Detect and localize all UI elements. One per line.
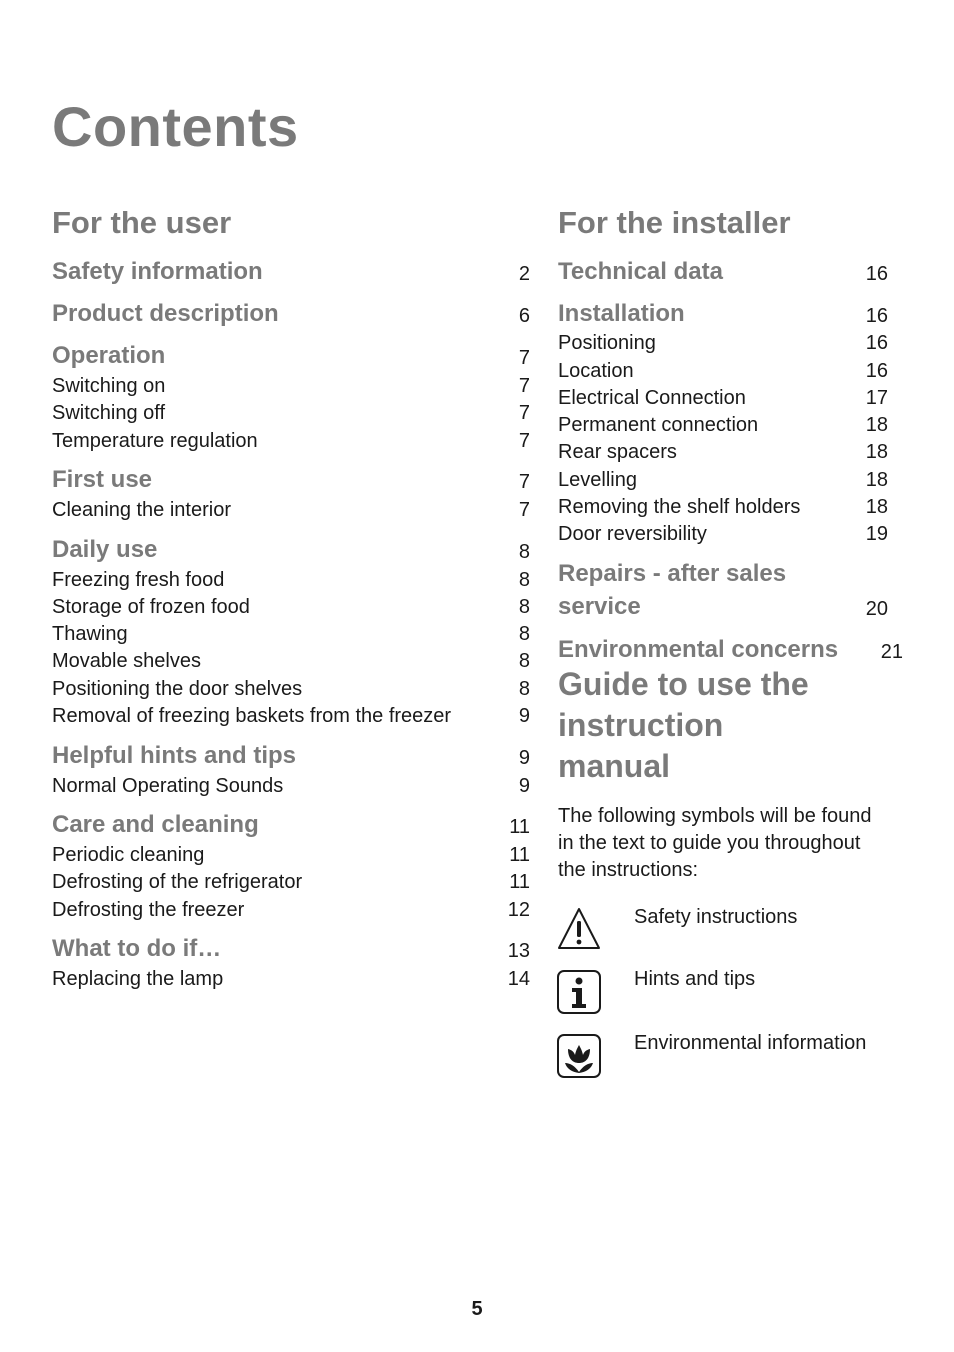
toc-page-number: 18 <box>865 496 888 518</box>
toc-entry-label: Removal of freezing baskets from the freezer <box>52 705 452 727</box>
toc-section-care-and-cleaning <box>52 809 530 839</box>
toc-entry-label: Storage of frozen food <box>52 596 250 618</box>
toc-entry-label: First use <box>52 466 153 493</box>
page-number: 5 <box>471 1298 483 1320</box>
toc-page-number: 7 <box>518 402 530 424</box>
guide-intro <box>558 803 893 884</box>
toc-page-number: 7 <box>518 347 530 369</box>
toc-page-number: 16 <box>865 360 888 382</box>
guide-title <box>558 664 898 787</box>
installer-column-heading: For the installer <box>558 205 791 240</box>
toc-page-number: 18 <box>865 469 888 491</box>
toc-item-levelling <box>558 462 888 492</box>
toc-page-number: 8 <box>518 678 530 700</box>
toc-page-number: 8 <box>518 650 530 672</box>
toc-entry-label: Installation <box>558 300 685 327</box>
toc-item-defrosting-of-the-refrigerator <box>52 864 530 894</box>
toc-entry-label: Helpful hints and tips <box>52 742 296 769</box>
toc-page-number: 16 <box>865 263 888 285</box>
toc-entry-label: Defrosting of the refrigerator <box>52 871 303 893</box>
toc-item-electrical-connection <box>558 380 888 410</box>
toc-entry-label: Normal Operating Sounds <box>52 775 284 797</box>
toc-entry-label: Positioning the door shelves <box>52 678 303 700</box>
toc-entry-label: Care and cleaning <box>52 811 259 838</box>
toc-section-daily-use <box>52 534 530 564</box>
toc-entry-label: Switching on <box>52 375 166 397</box>
toc-page-number: 20 <box>865 598 888 620</box>
toc-entry-label: Environmental concerns <box>558 636 839 663</box>
user-column-heading: For the user <box>52 205 232 240</box>
toc-entry-label: Electrical Connection <box>558 387 746 409</box>
toc-page-number: 8 <box>518 569 530 591</box>
toc-entry-label: Positioning <box>558 332 656 354</box>
environment-flower-icon <box>556 1033 602 1079</box>
toc-page-number: 2 <box>518 263 530 285</box>
toc-page-number: 16 <box>865 332 888 354</box>
toc-page-number: 12 <box>507 899 530 921</box>
toc-entry-label: Rear spacers <box>558 441 677 463</box>
toc-page-number: 8 <box>518 623 530 645</box>
toc-entry-label: Freezing fresh food <box>52 569 225 591</box>
toc-entry-label: Levelling <box>558 469 637 491</box>
page-title: Contents <box>52 95 299 158</box>
guide-intro-line: the instructions: <box>558 859 699 881</box>
guide-title-line: Guide to use the <box>558 666 809 702</box>
toc-page-number: 16 <box>865 305 888 327</box>
toc-section-installation <box>558 298 888 328</box>
toc-page-number: 11 <box>509 816 530 838</box>
toc-section-helpful-hints-and-tips <box>52 740 530 770</box>
toc-entry-label: Operation <box>52 342 166 369</box>
toc-item-movable-shelves <box>52 643 530 673</box>
toc-section-product-description <box>52 298 530 328</box>
toc-entry-label: Thawing <box>52 623 128 645</box>
toc-section-repairs-after-sales <box>558 558 888 588</box>
toc-entry-label: Cleaning the interior <box>52 499 231 521</box>
toc-entry-label: Daily use <box>52 536 158 563</box>
toc-page-number: 7 <box>518 430 530 452</box>
toc-entry-label: Product description <box>52 300 279 327</box>
toc-entry-label: Replacing the lamp <box>52 968 224 990</box>
environmental-information-label: Environmental information <box>634 1032 867 1054</box>
toc-item-permanent-connection <box>558 407 888 437</box>
guide-intro-line: in the text to guide you throughout <box>558 832 861 854</box>
toc-section-technical-data <box>558 256 888 286</box>
toc-item-cleaning-the-interior <box>52 492 530 522</box>
toc-entry-label: Location <box>558 360 634 382</box>
toc-page-number: 7 <box>518 471 530 493</box>
toc-entry-label: Repairs - after sales <box>558 560 787 587</box>
toc-section-environmental-concerns <box>558 634 903 664</box>
guide-title-line: instruction <box>558 707 724 743</box>
toc-page-number: 11 <box>509 871 530 893</box>
toc-item-removing-the-shelf-holders <box>558 489 888 519</box>
toc-item-rear-spacers <box>558 434 888 464</box>
toc-page-number: 9 <box>518 775 530 797</box>
toc-entry-label: Permanent connection <box>558 414 759 436</box>
safety-instructions-label: Safety instructions <box>634 906 798 928</box>
toc-item-switching-off <box>52 395 530 425</box>
toc-entry-label: Safety information <box>52 258 263 285</box>
toc-entry-label: Switching off <box>52 402 166 424</box>
toc-item-thawing <box>52 616 530 646</box>
toc-entry-label: Periodic cleaning <box>52 844 205 866</box>
toc-item-replacing-the-lamp <box>52 961 530 991</box>
toc-entry-label: Temperature regulation <box>52 430 258 452</box>
toc-entry-label: Removing the shelf holders <box>558 496 801 518</box>
toc-page-number: 21 <box>880 641 903 663</box>
toc-section-what-to-do-if <box>52 933 530 963</box>
toc-page-number: 14 <box>507 968 530 990</box>
toc-page-number: 11 <box>509 844 530 866</box>
toc-entry-label: What to do if… <box>52 935 222 962</box>
toc-item-location <box>558 353 888 383</box>
toc-entry-label: Door reversibility <box>558 523 707 545</box>
toc-item-temperature-regulation <box>52 423 530 453</box>
toc-item-storage-of-frozen-food <box>52 589 530 619</box>
toc-entry-label: Defrosting the freezer <box>52 899 245 921</box>
toc-page-number: 18 <box>865 414 888 436</box>
warning-triangle-icon <box>556 906 602 952</box>
guide-title-line: manual <box>558 748 671 784</box>
info-icon <box>556 969 602 1015</box>
toc-item-positioning-the-door-shelves <box>52 671 530 701</box>
toc-item-switching-on <box>52 368 530 398</box>
toc-page-number: 7 <box>518 375 530 397</box>
guide-intro-line: The following symbols will be found <box>558 805 872 827</box>
toc-section-safety-information <box>52 256 530 286</box>
hints-and-tips-label: Hints and tips <box>634 968 756 990</box>
toc-item-defrosting-the-freezer <box>52 892 530 922</box>
toc-item-positioning <box>558 325 888 355</box>
toc-page-number: 6 <box>518 305 530 327</box>
toc-section-operation <box>52 340 530 370</box>
toc-page-number: 13 <box>507 940 530 962</box>
toc-page-number: 8 <box>518 596 530 618</box>
toc-section-first-use <box>52 464 530 494</box>
toc-page-number: 17 <box>865 387 888 409</box>
toc-entry-label: Technical data <box>558 258 723 285</box>
toc-page-number: 19 <box>865 523 888 545</box>
toc-item-removal-of-freezing-baskets-from-the-freezer <box>52 698 530 728</box>
toc-entry-label: Movable shelves <box>52 650 201 672</box>
toc-page-number: 7 <box>518 499 530 521</box>
toc-page-number: 9 <box>518 747 530 769</box>
toc-item-door-reversibility <box>558 516 888 546</box>
toc-item-periodic-cleaning <box>52 837 530 867</box>
toc-page-number: 8 <box>518 541 530 563</box>
toc-item-freezing-fresh-food <box>52 562 530 592</box>
toc-item-normal-operating-sounds <box>52 768 530 798</box>
toc-page-number: 9 <box>518 705 530 727</box>
toc-entry-label: service <box>558 593 641 620</box>
toc-section-service <box>558 591 888 621</box>
toc-page-number: 18 <box>865 441 888 463</box>
